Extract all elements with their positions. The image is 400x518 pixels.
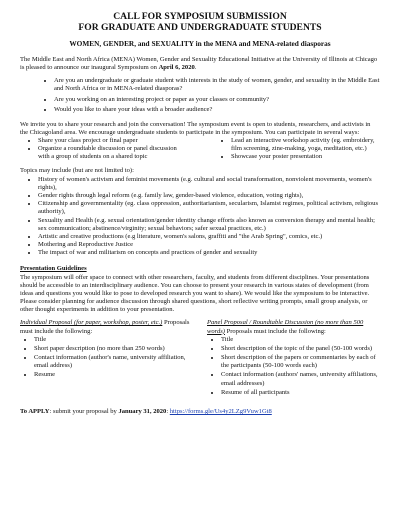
panel-title: Panel Proposal / Roundtable Discussion (no more than 500 words) xyxy=(207,319,364,335)
question-item: • Are you working on an interesting project or paper as your classes or community? xyxy=(54,96,380,104)
topic-item: • Citizenship and governmentality (eg. class oppression, authoritarianism, secularism, Islamist regimes, political activism, religious authority), xyxy=(38,200,380,216)
topic-item: • History of women's activism and feminist movements (e.g. cultural and social transformation, nonviolent movements, women's rights), xyxy=(38,176,380,192)
topics-intro: Topics may include (but are not limited to): xyxy=(20,167,134,175)
individual-items xyxy=(20,336,193,380)
requirement-item: • Contact information (authors' names, university affiliations, email addresses) xyxy=(221,371,380,387)
guidelines-heading: Presentation Guidelines xyxy=(20,265,87,273)
requirement-item: • Resume xyxy=(34,371,193,379)
topic-item: • Sexuality and Health (e.g. sexual orientation/gender identity change efforts also known as conversion therapy and mental health; sex communication; abstinence/virginity; sexual behaviors; safer sexual practices, etc.) xyxy=(38,217,380,233)
flyer-title xyxy=(20,12,380,33)
flyer-subtitle: WOMEN, GENDER, and SEXUALITY in the MENA and MENA-related diasporas xyxy=(69,39,331,49)
apply-sep: : xyxy=(166,407,170,415)
question-item: • Are you an undergraduate or graduate student with interests in the study of women, gender, and sexuality in the Middle East and North Africa or in MENA-related diasporas? xyxy=(54,77,380,93)
panel-heading xyxy=(207,319,380,335)
apply-line xyxy=(20,408,380,416)
requirement-item: • Short description of the topic of the panel (50-100 words) xyxy=(221,345,380,353)
topics-list xyxy=(20,176,380,258)
intro-paragraph xyxy=(20,56,380,72)
apply-form-link[interactable]: https://forms.gle/Us4y2LZg9Vuw1Gt8 xyxy=(169,407,272,415)
apply-deadline: January 31, 2020 xyxy=(118,407,167,415)
requirement-item: • Short description of the papers or commentaries by each of the participants (50-100 words each) xyxy=(221,354,380,370)
requirement-item: • Title xyxy=(221,336,380,344)
requirement-item: • Resume of all participants xyxy=(221,389,380,397)
question-item: • Would you like to share your ideas with a broader audience? xyxy=(54,106,380,114)
individual-proposal xyxy=(20,319,193,398)
topic-item: • Mothering and Reproductive Justice xyxy=(38,241,380,249)
title-line-2: FOR GRADUATE AND UNDERGRADUATE STUDENTS xyxy=(78,21,322,33)
way-item: • Organize a roundtable discussion or panel discussion with a group of students on a shared topic xyxy=(38,145,187,161)
ways-right-list xyxy=(201,137,380,162)
invite-paragraph: We invite you to share your research and join the conversation! The symposium event is open to students, researchers, and activists in the Chicagoland area. We encourage undergraduate students to participate in the symposium. You can participate in several ways: xyxy=(20,120,371,136)
requirement-item: • Contact information (author's name, university affiliation, email address) xyxy=(34,354,193,370)
apply-label: To APPLY xyxy=(20,407,50,415)
way-item: • Share your class project or final paper xyxy=(38,137,187,145)
individual-title: Individual Proposal (for paper, workshop, poster, etc.) xyxy=(20,319,163,327)
intro-period: . xyxy=(194,63,197,71)
apply-text: : submit your proposal by xyxy=(49,407,119,415)
questions-list xyxy=(20,77,380,115)
guidelines-paragraph: The symposium will offer space to connect with other researchers, faculty, and students from different disciplines. Your presentations should be accessible to an interdisciplinary audience. You can choose to present your research in various states of development (from ideas and questions you would like to pose to developed research you want to share). We would like the symposium to be interactive. Please consider planning for audience discussion through shared questions, short reflective writing prompts, small group analysis, or other thought experiments in addition to your presentation. xyxy=(20,273,370,314)
proposal-requirements xyxy=(20,319,380,398)
ways-left-list xyxy=(20,137,187,162)
topic-item: • Gender rights through legal reform (e.g. family law, gender-based violence, education, voting rights), xyxy=(38,192,380,200)
panel-proposal xyxy=(207,319,380,398)
participation-ways xyxy=(20,137,380,162)
individual-lead: Proposals must include the following: xyxy=(20,319,190,335)
requirement-item: • Short paper description (no more than 250 words) xyxy=(34,345,193,353)
individual-heading xyxy=(20,319,193,335)
panel-items xyxy=(207,336,380,397)
requirement-item: • Title xyxy=(34,336,193,344)
intro-text: The Middle East and North Africa (MENA) Women, Gender and Sexuality Educational Initiative at the University of Illinois at Chicago is pleased to announce our inaugural Symposium on xyxy=(20,55,378,71)
way-item: • Showcase your poster presentation xyxy=(231,153,380,161)
topic-item: • Artistic and creative productions (e.g literature, women's salons, graffiti and "the Arab Spring", comics, etc.) xyxy=(38,233,380,241)
symposium-date: April 6, 2020 xyxy=(158,63,195,71)
topic-item: • The impact of war and militarism on concepts and practices of gender and sexuality xyxy=(38,249,380,257)
way-item: • Lead an interactive workshop activity (eg. embroidery, film screening, zine-making, yoga, meditation, etc.) xyxy=(231,137,380,153)
panel-lead: Proposals must include the following: xyxy=(224,327,326,335)
title-line-1: CALL FOR SYMPOSIUM SUBMISSION xyxy=(113,11,287,22)
